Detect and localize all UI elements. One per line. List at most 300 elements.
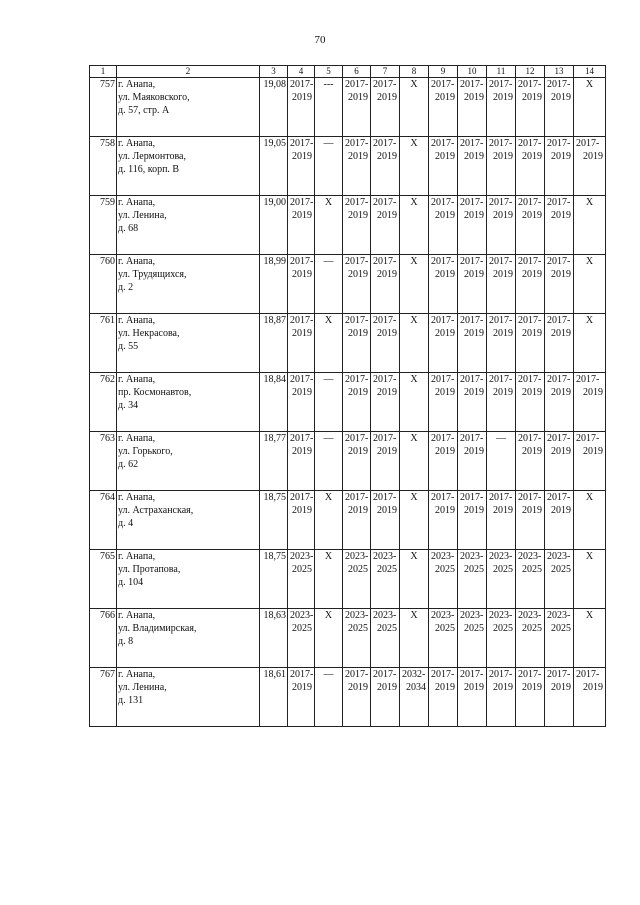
period-start: 2017- <box>290 492 314 503</box>
period-end: 2019 <box>292 151 312 162</box>
period-start: 2017- <box>576 433 600 444</box>
period-start: 2017- <box>290 374 314 385</box>
address-line: д. 104 <box>118 577 144 588</box>
row-value-col3: 18,87 <box>260 314 288 373</box>
period-end: 2019 <box>464 151 484 162</box>
period-end: 2019 <box>522 210 542 221</box>
row-number: 759 <box>90 196 117 255</box>
period-start: 2017- <box>518 374 542 385</box>
row-mark-col8: X <box>400 373 429 432</box>
column-header-5: 5 <box>315 66 343 78</box>
period-start: 2017- <box>290 79 314 90</box>
column-header-3: 3 <box>260 66 288 78</box>
period-end: 2019 <box>493 151 513 162</box>
address-line: г. Анапа, <box>118 374 156 385</box>
period-start: 2017- <box>345 197 369 208</box>
period-end: 2019 <box>435 505 455 516</box>
period-start: 2017- <box>431 433 455 444</box>
row-period-col13 <box>545 668 574 727</box>
row-period-col9 <box>429 491 458 550</box>
period-end: 2019 <box>583 446 603 457</box>
row-mark-col5: --- <box>315 78 343 137</box>
period-end: 2019 <box>377 387 397 398</box>
row-period-col4 <box>288 255 315 314</box>
period-start: 2017- <box>431 138 455 149</box>
period-start: 2023- <box>460 551 484 562</box>
period-end: 2019 <box>377 151 397 162</box>
table-row <box>90 255 606 314</box>
row-period-col9 <box>429 78 458 137</box>
address-line: д. 2 <box>118 282 134 293</box>
period-start: 2017- <box>431 669 455 680</box>
column-header-8: 8 <box>400 66 429 78</box>
period-end: 2025 <box>551 564 571 575</box>
period-end: 2019 <box>522 328 542 339</box>
period-end: 2034 <box>406 682 426 693</box>
period-start: 2017- <box>345 492 369 503</box>
row-period-col7 <box>371 373 400 432</box>
period-start: 2017- <box>345 79 369 90</box>
period-end: 2019 <box>522 92 542 103</box>
period-end: 2019 <box>377 446 397 457</box>
address-line: д. 4 <box>118 518 134 529</box>
period-end: 2025 <box>522 564 542 575</box>
address-line: ул. Трудящихся, <box>118 269 187 280</box>
address-line: г. Анапа, <box>118 433 156 444</box>
row-period-col4 <box>288 137 315 196</box>
row-period-col6 <box>343 78 371 137</box>
column-header-10: 10 <box>458 66 487 78</box>
period-start: 2017- <box>460 315 484 326</box>
row-period-col7 <box>371 196 400 255</box>
period-end: 2019 <box>348 151 368 162</box>
row-value-col3: 18,99 <box>260 255 288 314</box>
row-period-col9 <box>429 255 458 314</box>
period-end: 2019 <box>583 151 603 162</box>
period-start: 2017- <box>290 669 314 680</box>
address-line: г. Анапа, <box>118 492 156 503</box>
row-period-col9 <box>429 137 458 196</box>
row-period-col12 <box>516 314 545 373</box>
address-line: ул. Протапова, <box>118 564 181 575</box>
period-end: 2019 <box>493 328 513 339</box>
row-mark-col14: X <box>574 196 606 255</box>
row-mark-col8: X <box>400 550 429 609</box>
period-end: 2019 <box>551 505 571 516</box>
table-row <box>90 550 606 609</box>
row-value-col3: 19,00 <box>260 196 288 255</box>
period-end: 2019 <box>348 682 368 693</box>
row-period-col10 <box>458 432 487 491</box>
period-start: 2017- <box>345 256 369 267</box>
row-address <box>117 196 260 255</box>
row-mark-col5: X <box>315 196 343 255</box>
period-start: 2017- <box>373 197 397 208</box>
row-mark-col14: X <box>574 550 606 609</box>
period-end: 2019 <box>348 328 368 339</box>
row-period-col9 <box>429 609 458 668</box>
period-end: 2019 <box>583 682 603 693</box>
period-start: 2017- <box>290 138 314 149</box>
period-end: 2019 <box>348 92 368 103</box>
period-end: 2025 <box>292 623 312 634</box>
period-start: 2017- <box>290 433 314 444</box>
period-start: 2017- <box>373 433 397 444</box>
period-start: 2017- <box>373 79 397 90</box>
row-period-col7 <box>371 255 400 314</box>
period-end: 2019 <box>292 505 312 516</box>
row-period-col4 <box>288 196 315 255</box>
period-start: 2017- <box>518 138 542 149</box>
row-period-col13 <box>545 255 574 314</box>
period-end: 2019 <box>348 387 368 398</box>
period-end: 2019 <box>493 387 513 398</box>
period-end: 2019 <box>464 505 484 516</box>
row-period-col10 <box>458 373 487 432</box>
row-period-col12 <box>516 609 545 668</box>
row-value-col3: 18,77 <box>260 432 288 491</box>
period-end: 2019 <box>292 328 312 339</box>
period-end: 2019 <box>551 387 571 398</box>
column-header-14: 14 <box>574 66 606 78</box>
address-line: ул. Маяковского, <box>118 92 190 103</box>
address-line: г. Анапа, <box>118 79 156 90</box>
row-period-col6 <box>343 255 371 314</box>
period-end: 2019 <box>551 446 571 457</box>
row-period-col12 <box>516 196 545 255</box>
column-header-13: 13 <box>545 66 574 78</box>
row-mark-col14: X <box>574 491 606 550</box>
period-end: 2019 <box>522 151 542 162</box>
period-start: 2017- <box>345 315 369 326</box>
row-period-col7 <box>371 78 400 137</box>
row-number: 764 <box>90 491 117 550</box>
row-mark-col5: — <box>315 255 343 314</box>
row-period-col9 <box>429 196 458 255</box>
row-period-col4 <box>288 668 315 727</box>
row-address <box>117 550 260 609</box>
address-line: д. 131 <box>118 695 144 706</box>
table-header-row <box>90 66 606 78</box>
period-start: 2017- <box>547 79 571 90</box>
period-start: 2017- <box>345 669 369 680</box>
period-end: 2019 <box>377 328 397 339</box>
period-start: 2023- <box>373 551 397 562</box>
row-period-col12 <box>516 432 545 491</box>
column-header-6: 6 <box>343 66 371 78</box>
row-period-col13 <box>545 491 574 550</box>
row-period-col13 <box>545 196 574 255</box>
period-start: 2023- <box>547 610 571 621</box>
period-end: 2019 <box>493 210 513 221</box>
period-end: 2025 <box>435 623 455 634</box>
period-start: 2017- <box>460 433 484 444</box>
row-period-col10 <box>458 137 487 196</box>
row-period-col6 <box>343 196 371 255</box>
row-period-col13 <box>545 137 574 196</box>
row-value-col3: 18,75 <box>260 550 288 609</box>
period-start: 2017- <box>431 315 455 326</box>
table-row <box>90 196 606 255</box>
row-address <box>117 373 260 432</box>
row-period-col10 <box>458 196 487 255</box>
row-period-col4 <box>288 491 315 550</box>
period-start: 2023- <box>518 610 542 621</box>
row-number: 761 <box>90 314 117 373</box>
period-start: 2017- <box>489 197 513 208</box>
period-start: 2023- <box>345 551 369 562</box>
row-period-col11 <box>487 137 516 196</box>
row-period-col4 <box>288 78 315 137</box>
period-start: 2017- <box>373 669 397 680</box>
period-end: 2019 <box>435 446 455 457</box>
address-line: ул. Ленина, <box>118 210 167 221</box>
address-line: г. Анапа, <box>118 138 156 149</box>
address-line: г. Анапа, <box>118 315 156 326</box>
address-line: ул. Горького, <box>118 446 173 457</box>
row-mark-col8: X <box>400 137 429 196</box>
period-end: 2025 <box>377 623 397 634</box>
row-period-col12 <box>516 491 545 550</box>
address-line: г. Анапа, <box>118 669 156 680</box>
row-period-col14 <box>574 668 606 727</box>
period-start: 2023- <box>290 551 314 562</box>
period-start: 2023- <box>373 610 397 621</box>
row-period-col13 <box>545 314 574 373</box>
period-start: 2017- <box>431 256 455 267</box>
period-end: 2019 <box>348 505 368 516</box>
period-end: 2019 <box>377 505 397 516</box>
row-period-col13 <box>545 78 574 137</box>
row-period-col14 <box>574 373 606 432</box>
period-start: 2017- <box>489 669 513 680</box>
row-period-col6 <box>343 314 371 373</box>
period-start: 2017- <box>547 492 571 503</box>
row-period-col11 <box>487 668 516 727</box>
row-period-col4 <box>288 550 315 609</box>
period-end: 2025 <box>348 623 368 634</box>
row-period-col6 <box>343 432 371 491</box>
address-line: ул. Некрасова, <box>118 328 180 339</box>
row-number: 758 <box>90 137 117 196</box>
row-address <box>117 137 260 196</box>
row-period-col10 <box>458 255 487 314</box>
address-line: г. Анапа, <box>118 197 156 208</box>
period-start: 2017- <box>518 197 542 208</box>
address-line: ул. Владимирская, <box>118 623 197 634</box>
row-period-col6 <box>343 550 371 609</box>
row-value-col3: 18,75 <box>260 491 288 550</box>
row-period-col6 <box>343 373 371 432</box>
row-mark-col5: — <box>315 137 343 196</box>
column-header-11: 11 <box>487 66 516 78</box>
period-start: 2017- <box>345 138 369 149</box>
row-value-col3: 18,63 <box>260 609 288 668</box>
row-mark-col14: X <box>574 255 606 314</box>
period-end: 2019 <box>493 92 513 103</box>
row-number: 757 <box>90 78 117 137</box>
period-start: 2017- <box>345 433 369 444</box>
period-start: 2023- <box>518 551 542 562</box>
period-start: 2017- <box>460 79 484 90</box>
period-start: 2023- <box>489 551 513 562</box>
period-end: 2019 <box>435 387 455 398</box>
period-end: 2025 <box>493 623 513 634</box>
period-end: 2019 <box>464 682 484 693</box>
address-line: г. Анапа, <box>118 256 156 267</box>
period-start: 2017- <box>547 669 571 680</box>
table-body <box>90 66 606 727</box>
row-number: 765 <box>90 550 117 609</box>
row-address <box>117 432 260 491</box>
column-header-2: 2 <box>117 66 260 78</box>
period-start: 2023- <box>547 551 571 562</box>
row-period-col7 <box>371 432 400 491</box>
row-mark-col5: X <box>315 491 343 550</box>
period-end: 2019 <box>464 92 484 103</box>
column-header-1: 1 <box>90 66 117 78</box>
period-start: 2017- <box>460 492 484 503</box>
row-period-col6 <box>343 491 371 550</box>
period-start: 2017- <box>518 315 542 326</box>
period-end: 2019 <box>493 269 513 280</box>
row-mark-col5: — <box>315 668 343 727</box>
period-start: 2017- <box>489 256 513 267</box>
period-start: 2017- <box>576 374 600 385</box>
row-period-col9 <box>429 314 458 373</box>
row-mark-col14: X <box>574 314 606 373</box>
row-period-col12 <box>516 550 545 609</box>
row-mark-col5: X <box>315 609 343 668</box>
row-period-col14 <box>574 137 606 196</box>
row-period-col4 <box>288 609 315 668</box>
column-header-12: 12 <box>516 66 545 78</box>
period-start: 2017- <box>518 256 542 267</box>
address-line: д. 68 <box>118 223 139 234</box>
row-mark-col14: X <box>574 78 606 137</box>
period-start: 2017- <box>547 315 571 326</box>
table-row <box>90 668 606 727</box>
row-period-col4 <box>288 373 315 432</box>
row-period-col10 <box>458 491 487 550</box>
period-end: 2019 <box>292 387 312 398</box>
period-start: 2017- <box>489 315 513 326</box>
row-period-col12 <box>516 137 545 196</box>
row-mark-col8: X <box>400 78 429 137</box>
period-end: 2025 <box>464 564 484 575</box>
address-line: г. Анапа, <box>118 551 156 562</box>
period-end: 2019 <box>493 682 513 693</box>
period-end: 2019 <box>292 446 312 457</box>
period-start: 2017- <box>373 492 397 503</box>
table-row <box>90 491 606 550</box>
period-end: 2025 <box>551 623 571 634</box>
period-end: 2019 <box>348 210 368 221</box>
period-start: 2023- <box>290 610 314 621</box>
row-number: 766 <box>90 609 117 668</box>
period-end: 2019 <box>348 269 368 280</box>
address-line: ул. Астраханская, <box>118 505 194 516</box>
row-period-col11 <box>487 491 516 550</box>
row-mark-col5: — <box>315 373 343 432</box>
row-period-col9 <box>429 432 458 491</box>
address-line: ул. Лермонтова, <box>118 151 186 162</box>
period-end: 2019 <box>522 505 542 516</box>
period-start: 2017- <box>431 197 455 208</box>
row-address <box>117 491 260 550</box>
address-line: пр. Космонавтов, <box>118 387 192 398</box>
period-end: 2019 <box>435 151 455 162</box>
period-start: 2017- <box>290 315 314 326</box>
row-period-col10 <box>458 668 487 727</box>
address-line: д. 8 <box>118 636 134 647</box>
row-period-col12 <box>516 255 545 314</box>
period-start: 2023- <box>345 610 369 621</box>
period-start: 2017- <box>345 374 369 385</box>
row-value-col3: 18,61 <box>260 668 288 727</box>
period-start: 2017- <box>431 79 455 90</box>
period-start: 2017- <box>373 374 397 385</box>
row-period-col11 <box>487 550 516 609</box>
period-start: 2017- <box>518 492 542 503</box>
row-address <box>117 78 260 137</box>
period-start: 2017- <box>460 138 484 149</box>
period-end: 2019 <box>377 92 397 103</box>
period-start: 2017- <box>489 138 513 149</box>
period-start: 2017- <box>489 492 513 503</box>
period-end: 2025 <box>464 623 484 634</box>
period-end: 2019 <box>522 387 542 398</box>
row-period-col12 <box>516 78 545 137</box>
row-period-col4 <box>288 314 315 373</box>
row-period-col9 <box>429 550 458 609</box>
row-mark-col5: X <box>315 550 343 609</box>
period-end: 2019 <box>292 210 312 221</box>
period-end: 2019 <box>435 210 455 221</box>
address-line: г. Анапа, <box>118 610 156 621</box>
row-period-col4 <box>288 432 315 491</box>
period-start: 2017- <box>518 433 542 444</box>
period-end: 2019 <box>551 210 571 221</box>
column-header-4: 4 <box>288 66 315 78</box>
row-period-col9 <box>429 373 458 432</box>
row-value-col3: 18,84 <box>260 373 288 432</box>
row-period-col10 <box>458 314 487 373</box>
period-start: 2017- <box>460 374 484 385</box>
period-end: 2019 <box>435 92 455 103</box>
row-period-col12 <box>516 373 545 432</box>
period-end: 2019 <box>583 387 603 398</box>
period-end: 2025 <box>377 564 397 575</box>
period-end: 2019 <box>522 269 542 280</box>
period-end: 2025 <box>493 564 513 575</box>
address-line: д. 62 <box>118 459 139 470</box>
row-period-col11 <box>487 196 516 255</box>
table-row <box>90 609 606 668</box>
period-end: 2019 <box>464 387 484 398</box>
address-line: ул. Ленина, <box>118 682 167 693</box>
row-period-col10 <box>458 609 487 668</box>
period-end: 2019 <box>377 269 397 280</box>
period-end: 2019 <box>464 210 484 221</box>
period-start: 2032- <box>402 669 426 680</box>
row-mark-col5: X <box>315 314 343 373</box>
period-end: 2019 <box>464 446 484 457</box>
period-start: 2017- <box>547 197 571 208</box>
period-start: 2017- <box>290 256 314 267</box>
row-mark-col8: X <box>400 196 429 255</box>
period-end: 2019 <box>348 446 368 457</box>
